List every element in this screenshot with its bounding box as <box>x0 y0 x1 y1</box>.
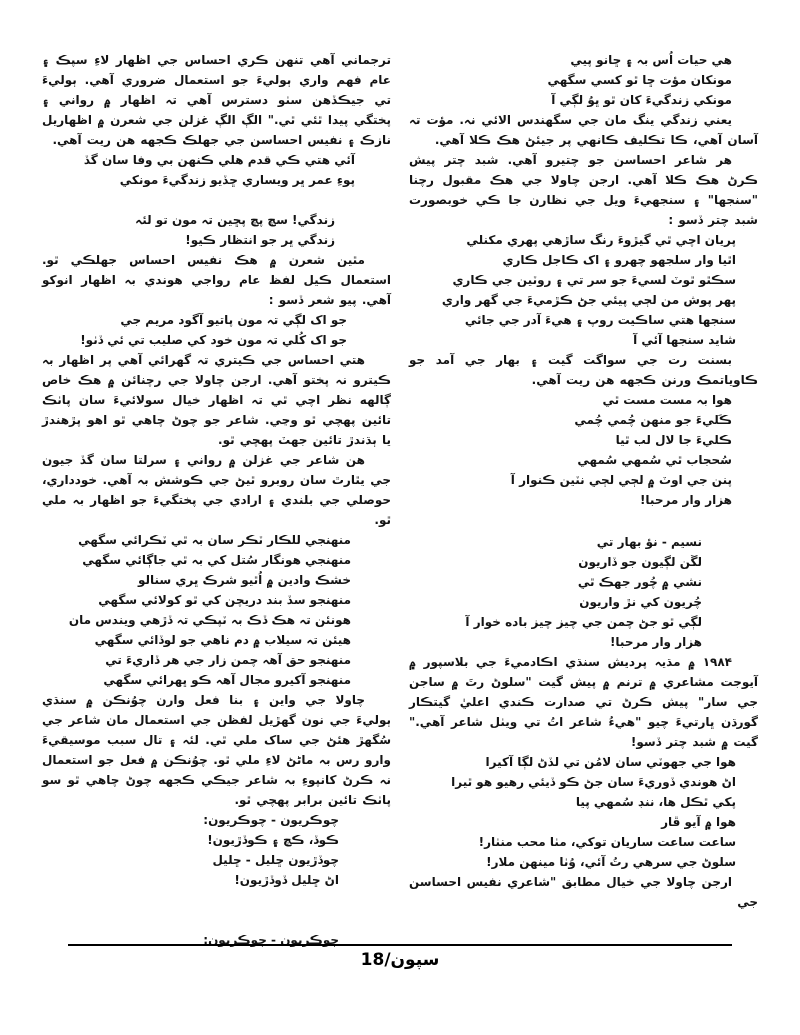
verse-line: هزار وار مرحبا! <box>639 493 732 507</box>
verse-line: هيئن تہ سيلاب ۾ دم ناهي جو لوڏائي سگهي <box>94 633 351 647</box>
verse-line: پکي ٿڪل ها، ننڊ سُمهي پيا <box>575 795 736 809</box>
prose-paragraph: هن شاعر جي غزلن ۾ رواني ۽ سرلتا سان گڏ جيون جي يٿارٿ سان روبرو ٿيڻ جي ڪوشش بہ آهي. خودداري، حوصلي جي بلندي ۽ ارادي جي پختگيءَ جو اظهار بہ ملي ٿو. <box>42 453 391 527</box>
verse-line: سُحجاب ٿي سُمهي سُمهي <box>577 453 732 467</box>
verse-line: آئي هتي ڪي قدم هلي ڪنهن بي وفا سان گڏ <box>83 153 355 167</box>
verse-stanza <box>42 150 391 190</box>
verse-line: سلوڻ جي سرهي رتُ آئي، وُٺا مينهن ملار! <box>486 855 736 869</box>
verse-line: اڻ هوندي ڏوريءَ سان جڻ ڪو ڏيئي رهيو هو ٿيرا <box>451 775 736 789</box>
prose-paragraph: چاولا جي واين ۽ بنا فعل وارن چوُنڪن ۾ سنڌي ٻوليءَ جي نون گهڙيل لفظن جي استعمال مان شاعر جي سُگهڙ هئڻ جي ساک ملي ٿي. لئہ ۽ تال سبب موسيقيءَ وارو رس بہ ماڻڻ لاءِ ملي ٿو. چوُنڪن ۾ فعل جو استعمال نہ ڪرڻ کانپوءِ بہ شاعر جيڪي ڪجهه چوڻ چاهي ٿو سو پاٺڪ تائين برابر پهچي ٿو. <box>42 693 391 807</box>
prose-paragraph: هتي احساس جي ڪيتري تہ گهرائي آهي پر اظهار بہ ڪيترو نہ پختو آهي. ارجن چاولا جي رچنائن ۾ هڪ خاص ڳالهه نظر اچي ٿي تہ اظهار خيال سولائيءَ سان پاٺڪ تائين پهچي ٿو وڃي. شاعر جو چوڻ چاهي ٿو اهو پڙهندڙ يا ٻڌندڙ تائين جهٽ پهچي ٿو. <box>42 353 391 447</box>
prose-paragraph: مٿين شعرن ۾ هڪ نفيس احساس جهلڪي ٿو. استعمال ڪيل لفظ عام رواجي هوندي بہ اظهار انوکو آهي. پيو شعر ڏسو : <box>42 253 391 307</box>
verse-stanza <box>42 930 391 950</box>
verse-line: زندگي! سچ پچ پڇين تہ مون تو لئہ <box>135 213 335 227</box>
column-right <box>409 50 758 930</box>
verse-line: چُريون کي نڙ واريون <box>579 595 702 609</box>
verse-line: پوءِ عمر ڀر ويساري ڇڏيو زندگيءَ مونکي <box>119 173 355 187</box>
verse-line: شايد سنجها آئي آ <box>633 333 736 347</box>
prose-paragraph: هر شاعر احساسن جو چتيرو آهي. شبد چتر پيش ڪرڻ هڪ ڪلا آهي. ارجن چاولا جي هڪ مقبول رچنا "سنجها" ۽ سنجهيءَ ويل جي نظارن جا ڪي خوبصورت شبد چتر ڏسو : <box>409 153 758 227</box>
verse-line: اٿيا وار سلجهو چهرو ۽ اک ڪاجل ڪاري <box>502 253 736 267</box>
verse-stanza <box>42 810 391 890</box>
verse-stanza <box>42 310 391 350</box>
stanza-spacer <box>42 190 391 210</box>
verse-line: ڪليءَ جا لال لب ٿيا <box>615 433 732 447</box>
verse-line: نسيم - نؤ بهار تي <box>596 535 702 549</box>
prose-paragraph: يعني زندگي ينگ مان جي سگهندس الائي نہ. مؤت تہ آسان آهي، ڪا تڪليف ڪانهي پر جيئڻ هڪ ڪلا آهي. <box>409 113 758 147</box>
verse-line: نشي ۾ چُور جهڪ ٿي <box>577 575 702 589</box>
verse-line: منهنجي للڪار ٽڪر سان بہ ٿي ٽڪرائي سگهي <box>78 533 351 547</box>
verse-line: هزار وار مرحبا! <box>609 635 702 649</box>
verse-line: لڱن لڳيون جو ڏاريون <box>578 555 702 569</box>
verse-line: منهنجو حق آهہ چمن زار جي هر ڏاريءَ تي <box>105 653 351 667</box>
verse-line: مونکي زندگيءَ کان ٿو ڀوُ لڳي آ <box>551 93 732 107</box>
stanza-spacer <box>409 510 758 532</box>
verse-line: جو اک کُلي تہ مون خود کي صليب تي ئي ڏٺو! <box>80 333 347 347</box>
verse-line: جو اک لڳي تہ مون پاتيو آگود مريم جي <box>120 313 347 327</box>
prose-paragraph: ١٩٨۴ ۾ مڌيہ پرديش سنڌي اڪادميءَ جي بلاسپور ۾ آيوجت مشاعري ۾ ترنم ۾ پيش گيت "سلوڻ رتَ ۾ ساجن جي سار" پيش ڪرڻ تي صدارت ڪندي اعليٰ گيتڪار گورڌن ڀارتيءَ چيو "هيءُ شاعر اتُ تي ويٺل شاعر آهي." گيت ۾ شبد چتر ڏسو! <box>409 655 758 749</box>
page-number: سپون/18 <box>360 950 440 970</box>
verse-line: مونکان مؤت ڇا ٿو کسي سگهي <box>547 73 732 87</box>
verse-line: پريان اچي ٿي گيڙوءَ رنگ ساڙهي پهري مکنلي <box>466 233 736 247</box>
verse-line: هي حيات اُس بہ ۽ ڇانو پيي <box>570 53 732 67</box>
verse-line: منهنجي هونگار سُتل کي بہ ٿي جاڳائي سگهي <box>82 553 351 567</box>
verse-line: اڻ ڇليل ڏوڏڙيون! <box>234 873 339 887</box>
verse-stanza <box>409 390 758 510</box>
verse-line: هوا ۾ آيو ڦار <box>661 815 736 829</box>
page-columns <box>42 50 758 947</box>
column-left <box>42 50 391 947</box>
verse-stanza <box>409 752 758 872</box>
verse-stanza <box>42 210 391 250</box>
verse-line: زندگي ڀر جو انتظار ڪيو! <box>185 233 335 247</box>
prose-paragraph: ترجماني آهي تنهن ڪري احساس جي اظهار لاءِ سپڪ ۽ عام فهم واري ٻوليءَ جو استعمال ضروري آهي. ٻوليءَ تي جيڪڏهن سٺو دسترس آهي تہ اظهار ۾ رواني ۽ پختگي پيدا ٿئي ٿي." الڳ الڳ غزلن جي شعرن ۾ اظهاريل نازڪ ۽ نفيس احساسن جي جهلڪ ڪجهه هن ريت آهي. <box>42 53 391 147</box>
verse-line: چوڪريون - چوڪريون: <box>203 813 339 827</box>
stanza-spacer <box>42 890 391 930</box>
verse-line: سنجها هتي ساڪيت روپ ۽ هيءَ آدر جي جائي <box>464 313 736 327</box>
verse-line: پهر پوش من لڄي پيئي جڻ ڪڙميءَ جي گهر واري <box>441 293 736 307</box>
verse-line: ساعت ساعت ساريان توکي، مٺا محب منٺار! <box>478 835 736 849</box>
verse-stanza <box>42 530 391 690</box>
footer-rule <box>68 944 732 946</box>
verse-line: چوڪريون - چوڪريون: <box>203 933 339 947</box>
verse-line: منهنجو آکيرو مجال آهہ ڪو ڀهرائي سگهي <box>103 673 351 687</box>
verse-line: ڪوڏ، ڪچ ۽ ڪوڏڙيون! <box>207 833 339 847</box>
prose-paragraph: بسنت رت جي سواگت گيت ۽ بهار جي آمد جو ڪاوياتمڪ ورنن ڪجهه هن ريت آهي. <box>409 353 758 387</box>
verse-line: هوا بہ مست مست ٿي <box>602 393 732 407</box>
verse-line: لڳي ٿو جڻ چمن جي چيز چيز باده خوار آ <box>465 615 702 629</box>
verse-line: پنن جي اوٽ ۾ لڄي لڄي نٽين ڪنوار آ <box>510 473 732 487</box>
verse-line: خشڪ وادين ۾ اُٿيو شرڪ ڀري سنالو <box>137 573 351 587</box>
verse-line: هوا جي جهوٽي سان لامُن تي لڏڻ لڳا آکيرا <box>485 755 736 769</box>
verse-stanza <box>409 230 758 350</box>
verse-stanza <box>409 50 758 110</box>
verse-stanza <box>409 532 758 652</box>
verse-line: سڪٿو ٿوٽ لسيءَ جو سر تي ۽ روٽين جي ڪاري <box>452 273 736 287</box>
verse-line: ڪَليءَ جو منهن چُمي چُمي <box>574 413 732 427</box>
verse-line: منهنجو سڏ بند دريچن کي ٿو کولائي سگهي <box>98 593 351 607</box>
prose-paragraph: ارجن چاولا جي خيال مطابق "شاعري نفيس احساسن جي <box>409 875 758 909</box>
verse-line: هونئن تہ هڪ ڏڪ بہ ٽپڪي تہ ڏڙهي ويندس مان <box>68 613 351 627</box>
verse-line: چوڏڙيون ڇليل - ڇليل <box>212 853 339 867</box>
